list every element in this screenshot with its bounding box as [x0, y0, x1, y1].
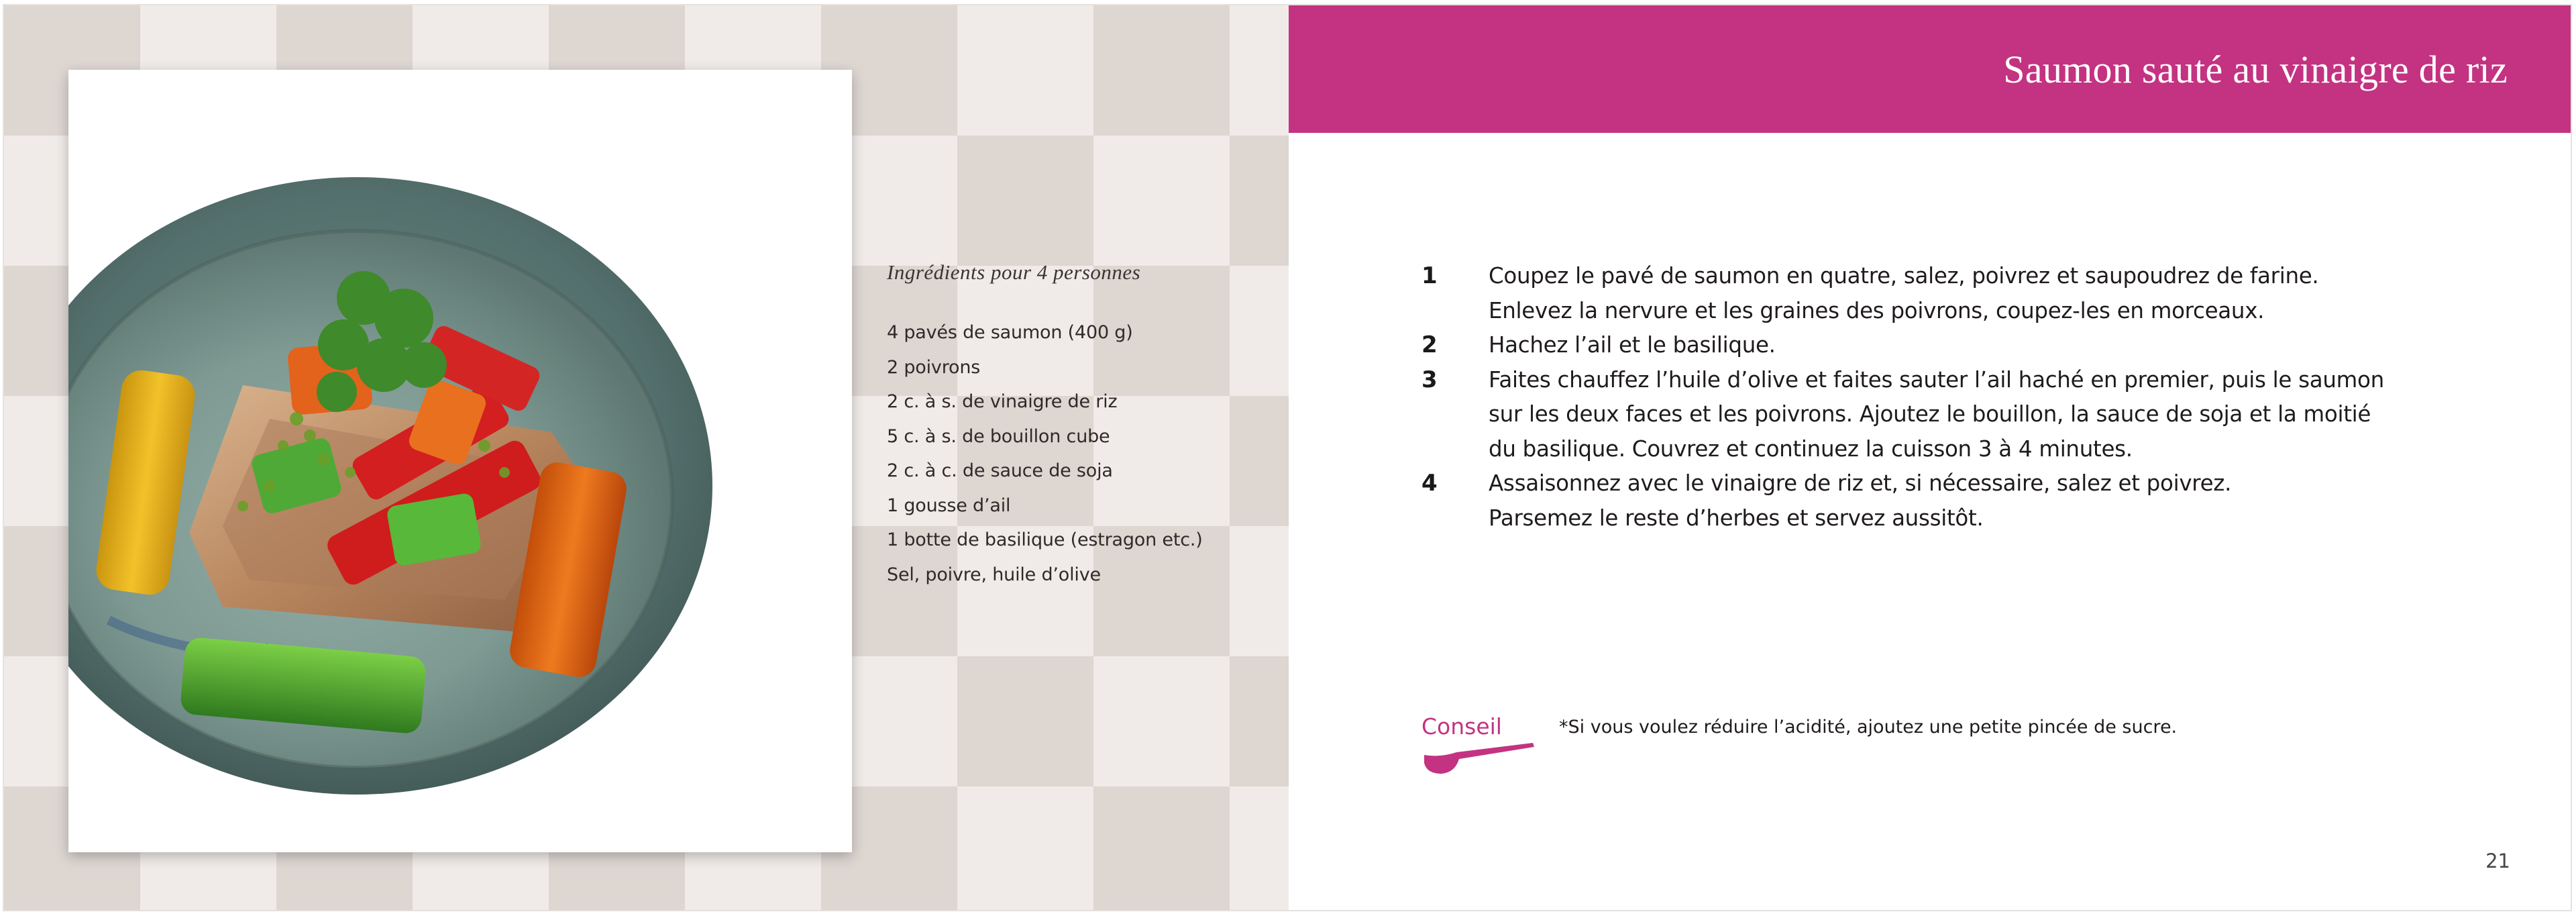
ingredient-item: 1 botte de basilique (estragon etc.) [887, 529, 1203, 550]
book-spread [3, 4, 2572, 911]
step-item [1421, 466, 2495, 536]
ingredients-block [887, 260, 1263, 592]
right-page [1289, 5, 2572, 911]
ingredients-title: Ingrédients pour 4 personnes [887, 260, 1141, 284]
ingredient-item: Sel, poivre, huile d’olive [887, 564, 1101, 585]
left-page [4, 5, 1289, 911]
step-item [1421, 259, 2495, 328]
tip-block [1421, 713, 2428, 787]
ingredient-item: 4 pavés de saumon (400 g) [887, 322, 1133, 343]
dish-photo [68, 70, 852, 852]
checker-cell [1230, 136, 1289, 266]
tip-text: *Si vous voulez réduire l’acidité, ajoutez une petite pincée de sucre. [1559, 717, 2178, 737]
checker-cell [957, 136, 1093, 266]
step-line: Coupez le pavé de saumon en quatre, salez, poivrez et saupoudrez de farine. [1489, 263, 2319, 289]
measuring-spoon-icon [1421, 743, 1536, 783]
checker-cell [1230, 656, 1289, 786]
step-number: 3 [1421, 366, 1438, 393]
step-number: 4 [1421, 470, 1438, 497]
tip-label: Conseil [1421, 713, 1502, 740]
step-item [1421, 328, 2495, 363]
step-number: 2 [1421, 332, 1438, 358]
step-line: du basilique. Couvrez et continuez la cuisson 3 à 4 minutes. [1489, 436, 2133, 462]
step-line: Hachez l’ail et le basilique. [1489, 332, 1776, 358]
step-text [1489, 363, 2384, 467]
checker-cell [957, 656, 1093, 786]
step-line: Parsemez le reste d’herbes et servez aussitôt. [1489, 505, 1984, 531]
ingredient-item: 5 c. à s. de bouillon cube [887, 425, 1110, 447]
step-number: 1 [1421, 262, 1438, 289]
dish-illustration [68, 70, 852, 852]
ingredient-item: 2 poivrons [887, 356, 981, 378]
ingredient-item: 2 c. à c. de sauce de soja [887, 460, 1113, 481]
step-line: sur les deux faces et les poivrons. Ajoutez le bouillon, la sauce de soja et la moitié [1489, 401, 2371, 427]
step-text [1489, 259, 2318, 328]
step-line: Faites chauffez l’huile d’olive et faites sauter l’ail haché en premier, puis le saumon [1489, 366, 2384, 393]
page-number: 21 [2485, 850, 2510, 872]
title-bar [1289, 5, 2572, 133]
step-line: Enlevez la nervure et les graines des poivrons, coupez-les en morceaux. [1489, 297, 2265, 323]
checker-cell [1093, 786, 1230, 911]
checker-cell [1093, 5, 1230, 136]
step-text [1489, 328, 1776, 363]
ingredients-list [887, 315, 1263, 592]
ingredient-item: 2 c. à s. de vinaigre de riz [887, 391, 1118, 412]
steps-list [1421, 259, 2495, 536]
ingredient-item: 1 gousse d’ail [887, 495, 1011, 516]
step-item [1421, 363, 2495, 467]
recipe-title: Saumon sauté au vinaigre de riz [2003, 48, 2508, 91]
step-line: Assaisonnez avec le vinaigre de riz et, si nécessaire, salez et poivrez. [1489, 470, 2232, 496]
step-text [1489, 466, 2231, 536]
